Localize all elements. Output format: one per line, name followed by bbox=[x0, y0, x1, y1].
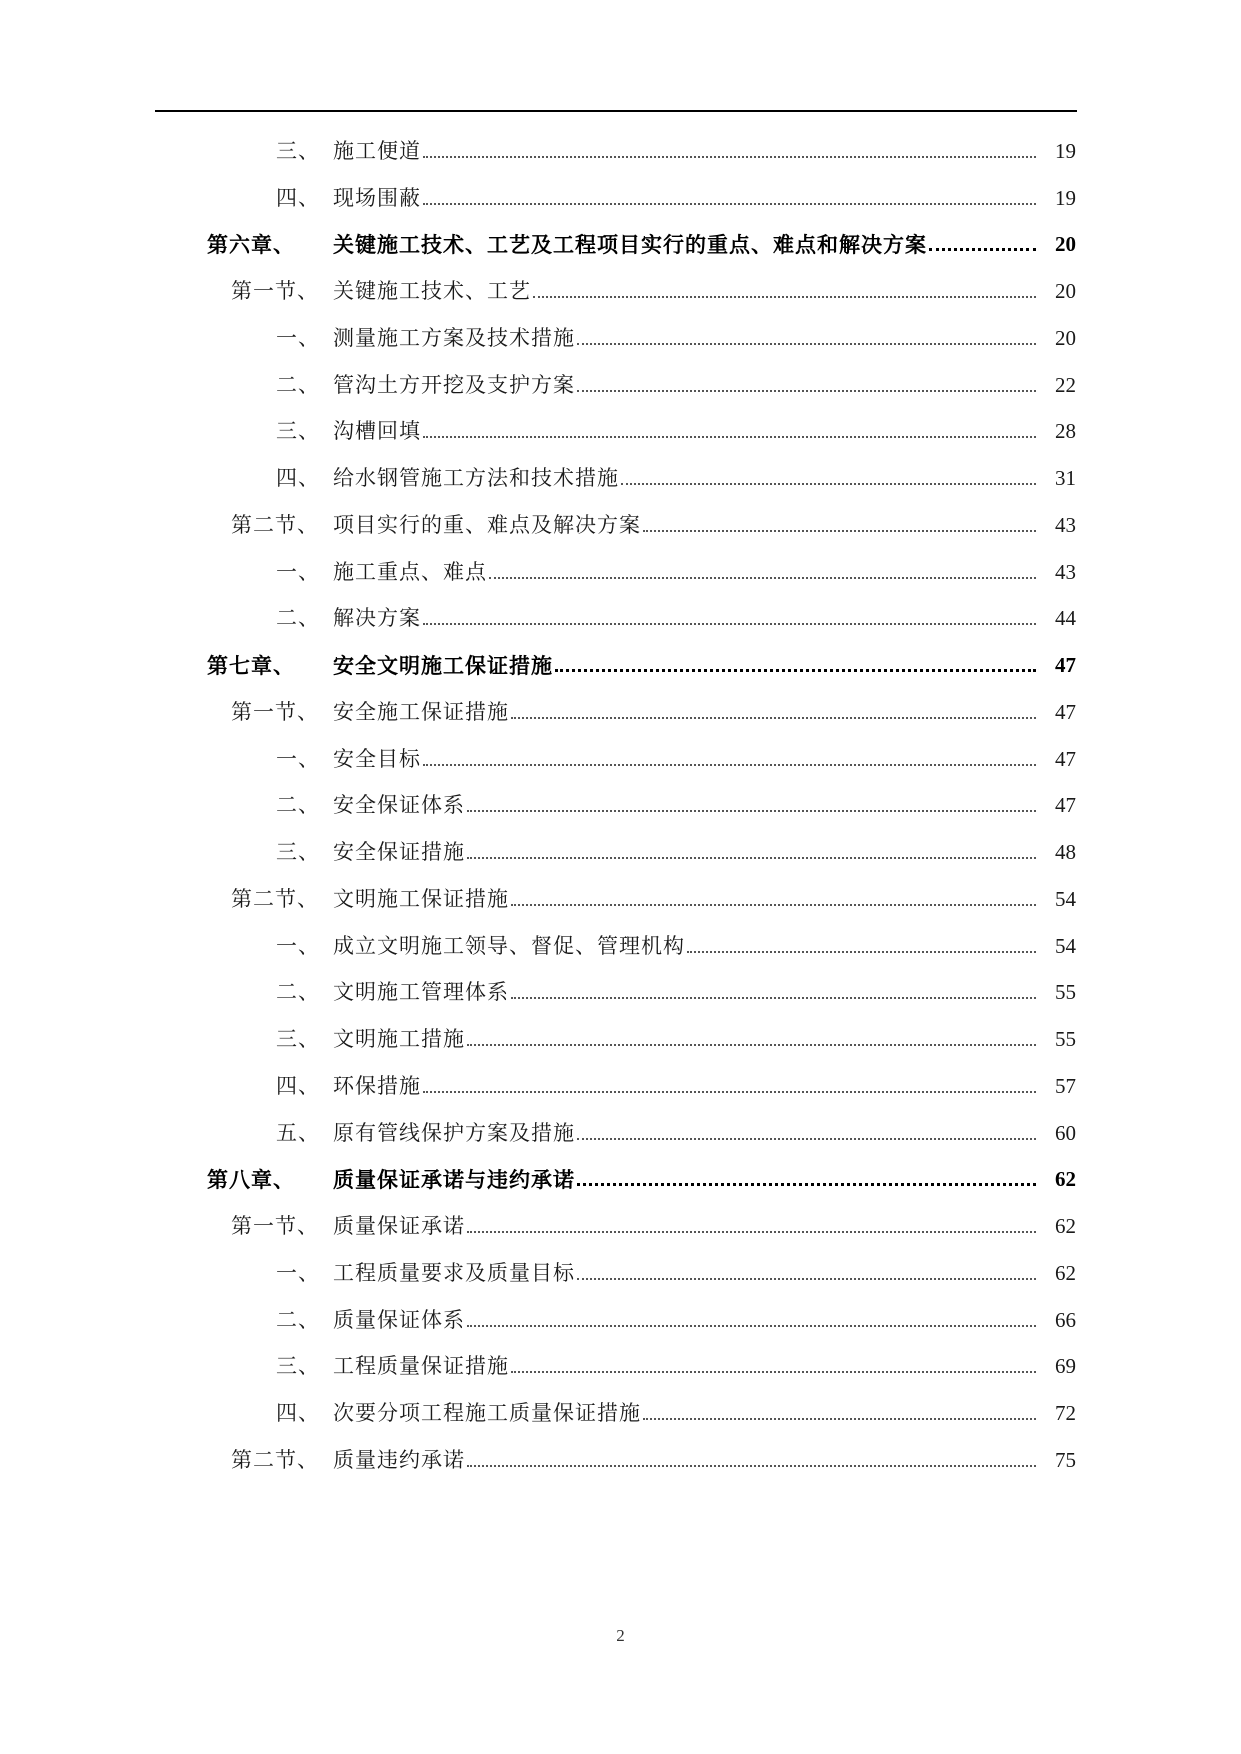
toc-entry-number: 四、 bbox=[276, 1401, 320, 1426]
toc-entry-number: 二、 bbox=[276, 793, 320, 818]
toc-entry-item[interactable] bbox=[0, 1016, 1241, 1063]
toc-dot-leader bbox=[423, 203, 1036, 205]
toc-dot-leader bbox=[577, 1138, 1036, 1140]
toc-entry-item[interactable] bbox=[0, 1297, 1241, 1344]
toc-entry-title-wrap bbox=[333, 1167, 1038, 1193]
toc-entry-item[interactable] bbox=[0, 362, 1241, 409]
toc-entry-page: 48 bbox=[1055, 840, 1076, 865]
toc-entry-title: 施工便道 bbox=[333, 138, 421, 163]
toc-entry-title: 项目实行的重、难点及解决方案 bbox=[333, 512, 641, 537]
page-number: 2 bbox=[616, 1626, 625, 1645]
toc-entry-page: 72 bbox=[1055, 1401, 1076, 1426]
toc-entry-title-wrap bbox=[333, 1260, 1038, 1285]
header-rule bbox=[155, 110, 1077, 112]
toc-entry-item[interactable] bbox=[0, 596, 1241, 643]
toc-entry-number: 三、 bbox=[276, 138, 320, 163]
toc-entry-item[interactable] bbox=[0, 175, 1241, 222]
toc-entry-title: 安全保证措施 bbox=[333, 840, 465, 865]
toc-dot-leader bbox=[467, 1465, 1036, 1467]
toc-entry-title-wrap bbox=[333, 842, 1038, 863]
toc-dot-leader bbox=[621, 483, 1036, 485]
toc-dot-leader bbox=[577, 1183, 1036, 1186]
toc-entry-title-wrap bbox=[333, 1120, 1038, 1145]
toc-entry-title: 施工重点、难点 bbox=[333, 559, 487, 584]
toc-entry-number: 一、 bbox=[276, 1260, 320, 1285]
toc-entry-item[interactable] bbox=[0, 1344, 1241, 1391]
toc-entry-page: 57 bbox=[1055, 1073, 1076, 1098]
toc-entry-title: 测量施工方案及技术措施 bbox=[333, 325, 575, 350]
toc-entry-chapter[interactable] bbox=[0, 642, 1241, 689]
toc-entry-page: 62 bbox=[1055, 1260, 1076, 1285]
toc-dot-leader bbox=[423, 156, 1036, 158]
toc-dot-leader bbox=[511, 904, 1036, 906]
toc-entry-page: 47 bbox=[1055, 653, 1076, 678]
toc-entry-number: 三、 bbox=[276, 419, 320, 444]
toc-entry-section[interactable] bbox=[0, 876, 1241, 923]
toc-entry-item[interactable] bbox=[0, 783, 1241, 830]
toc-entry-title: 质量保证体系 bbox=[333, 1307, 465, 1332]
toc-entry-title-wrap bbox=[333, 372, 1038, 397]
toc-entry-title-wrap bbox=[333, 1356, 1038, 1377]
toc-entry-page: 75 bbox=[1055, 1447, 1076, 1472]
toc-entry-title-wrap bbox=[333, 746, 1038, 771]
toc-entry-item[interactable] bbox=[0, 315, 1241, 362]
toc-entry-page: 62 bbox=[1055, 1167, 1076, 1192]
toc-entry-number: 二、 bbox=[276, 606, 320, 631]
toc-entry-number: 一、 bbox=[276, 933, 320, 958]
toc-dot-leader bbox=[467, 857, 1036, 859]
toc-entry-title-wrap bbox=[333, 982, 1038, 1003]
toc-entry-title-wrap bbox=[333, 886, 1038, 911]
toc-dot-leader bbox=[423, 764, 1036, 766]
toc-entry-page: 47 bbox=[1055, 746, 1076, 771]
toc-dot-leader bbox=[467, 810, 1036, 812]
toc-entry-title-wrap bbox=[333, 421, 1038, 442]
toc-entry-section[interactable] bbox=[0, 1203, 1241, 1250]
toc-dot-leader bbox=[511, 717, 1036, 719]
toc-entry-number: 第一节、 bbox=[231, 279, 319, 304]
toc-entry-title: 次要分项工程施工质量保证措施 bbox=[333, 1401, 641, 1426]
toc-entry-page: 66 bbox=[1055, 1307, 1076, 1332]
toc-entry-title-wrap bbox=[333, 608, 1038, 629]
toc-entry-title-wrap bbox=[333, 1403, 1038, 1424]
toc-entry-page: 28 bbox=[1055, 419, 1076, 444]
toc-dot-leader bbox=[555, 669, 1036, 672]
toc-entry-title-wrap bbox=[333, 795, 1038, 816]
toc-entry-page: 43 bbox=[1055, 559, 1076, 584]
toc-entry-page: 54 bbox=[1055, 886, 1076, 911]
toc-entry-page: 62 bbox=[1055, 1214, 1076, 1239]
toc-entry-page: 44 bbox=[1055, 606, 1076, 631]
toc-entry-item[interactable] bbox=[0, 829, 1241, 876]
toc-entry-chapter[interactable] bbox=[0, 1157, 1241, 1204]
toc-entry-title: 环保措施 bbox=[333, 1073, 421, 1098]
toc-entry-number: 一、 bbox=[276, 746, 320, 771]
toc-dot-leader bbox=[643, 530, 1036, 532]
toc-dot-leader bbox=[687, 951, 1036, 953]
toc-entry-item[interactable] bbox=[0, 409, 1241, 456]
toc-entry-item[interactable] bbox=[0, 1063, 1241, 1110]
toc-entry-title: 质量保证承诺与违约承诺 bbox=[333, 1167, 575, 1193]
toc-entry-title-wrap bbox=[333, 1447, 1038, 1472]
toc-entry-number: 三、 bbox=[276, 1027, 320, 1052]
toc-entry-section[interactable] bbox=[0, 502, 1241, 549]
toc-entry-title-wrap bbox=[333, 512, 1038, 537]
toc-entry-page: 60 bbox=[1055, 1120, 1076, 1145]
toc-entry-title: 原有管线保护方案及措施 bbox=[333, 1120, 575, 1145]
toc-entry-number: 二、 bbox=[276, 372, 320, 397]
toc-entry-title: 解决方案 bbox=[333, 606, 421, 631]
toc-entry-title-wrap bbox=[333, 559, 1038, 584]
toc-entry-section[interactable] bbox=[0, 1437, 1241, 1484]
toc-entry-title-wrap bbox=[333, 185, 1038, 210]
toc-entry-title: 现场围蔽 bbox=[333, 185, 421, 210]
toc-entry-number: 第一节、 bbox=[231, 699, 319, 724]
toc-entry-title-wrap bbox=[333, 281, 1038, 302]
toc-entry-title: 文明施工保证措施 bbox=[333, 886, 509, 911]
toc-entry-title: 安全文明施工保证措施 bbox=[333, 653, 553, 679]
toc-entry-title-wrap bbox=[333, 468, 1038, 489]
toc-entry-item[interactable] bbox=[0, 970, 1241, 1017]
toc-entry-title-wrap bbox=[333, 1029, 1038, 1050]
toc-entry-number: 四、 bbox=[276, 466, 320, 491]
toc-entry-number: 四、 bbox=[276, 1073, 320, 1098]
toc-dot-leader bbox=[533, 296, 1036, 298]
toc-entry-number: 第二节、 bbox=[231, 1447, 319, 1472]
toc-dot-leader bbox=[489, 577, 1036, 579]
toc-entry-number: 二、 bbox=[276, 1307, 320, 1332]
toc-entry-number: 第六章、 bbox=[207, 232, 295, 258]
table-of-contents bbox=[0, 128, 1241, 1484]
toc-entry-item[interactable] bbox=[0, 1250, 1241, 1297]
toc-entry-item[interactable] bbox=[0, 1390, 1241, 1437]
toc-entry-number: 四、 bbox=[276, 185, 320, 210]
toc-entry-page: 19 bbox=[1055, 138, 1076, 163]
toc-entry-page: 43 bbox=[1055, 512, 1076, 537]
toc-entry-title: 文明施工管理体系 bbox=[333, 980, 509, 1005]
toc-entry-title: 安全目标 bbox=[333, 746, 421, 771]
toc-entry-section[interactable] bbox=[0, 689, 1241, 736]
toc-entry-page: 22 bbox=[1055, 372, 1076, 397]
toc-entry-title: 管沟土方开挖及支护方案 bbox=[333, 372, 575, 397]
toc-dot-leader bbox=[577, 390, 1036, 392]
toc-dot-leader bbox=[467, 1325, 1036, 1327]
toc-entry-title-wrap bbox=[333, 933, 1038, 958]
toc-dot-leader bbox=[423, 1091, 1036, 1093]
toc-entry-title: 给水钢管施工方法和技术措施 bbox=[333, 466, 619, 491]
toc-entry-number: 三、 bbox=[276, 840, 320, 865]
toc-entry-title-wrap bbox=[333, 699, 1038, 724]
toc-entry-title-wrap bbox=[333, 1216, 1038, 1237]
toc-entry-number: 一、 bbox=[276, 325, 320, 350]
toc-entry-title: 工程质量要求及质量目标 bbox=[333, 1260, 575, 1285]
toc-dot-leader bbox=[467, 1044, 1036, 1046]
toc-entry-title: 沟槽回填 bbox=[333, 419, 421, 444]
toc-entry-number: 第八章、 bbox=[207, 1167, 295, 1193]
toc-entry-title-wrap bbox=[333, 325, 1038, 350]
toc-dot-leader bbox=[423, 436, 1036, 438]
toc-dot-leader bbox=[577, 1278, 1036, 1280]
toc-entry-title: 质量违约承诺 bbox=[333, 1447, 465, 1472]
toc-entry-page: 69 bbox=[1055, 1354, 1076, 1379]
toc-entry-item[interactable] bbox=[0, 736, 1241, 783]
toc-dot-leader bbox=[511, 1371, 1036, 1373]
toc-entry-title: 成立文明施工领导、督促、管理机构 bbox=[333, 933, 685, 958]
toc-entry-item[interactable] bbox=[0, 549, 1241, 596]
toc-entry-title: 安全施工保证措施 bbox=[333, 699, 509, 724]
toc-entry-page: 54 bbox=[1055, 933, 1076, 958]
toc-entry-number: 一、 bbox=[276, 559, 320, 584]
toc-entry-item[interactable] bbox=[0, 1110, 1241, 1157]
toc-entry-item[interactable] bbox=[0, 128, 1241, 175]
toc-entry-item[interactable] bbox=[0, 455, 1241, 502]
toc-entry-page: 55 bbox=[1055, 1027, 1076, 1052]
toc-entry-page: 31 bbox=[1055, 466, 1076, 491]
toc-entry-title: 关键施工技术、工艺及工程项目实行的重点、难点和解决方案 bbox=[333, 232, 927, 258]
toc-entry-page: 55 bbox=[1055, 980, 1076, 1005]
toc-dot-leader bbox=[929, 248, 1036, 251]
toc-entry-page: 19 bbox=[1055, 185, 1076, 210]
toc-entry-number: 第二节、 bbox=[231, 512, 319, 537]
toc-dot-leader bbox=[643, 1418, 1036, 1420]
toc-dot-leader bbox=[423, 623, 1036, 625]
toc-entry-page: 20 bbox=[1055, 325, 1076, 350]
toc-entry-title-wrap bbox=[333, 232, 1038, 258]
toc-entry-page: 47 bbox=[1055, 793, 1076, 818]
toc-dot-leader bbox=[511, 997, 1036, 999]
toc-dot-leader bbox=[467, 1231, 1036, 1233]
toc-entry-title-wrap bbox=[333, 1073, 1038, 1098]
toc-entry-page: 47 bbox=[1055, 699, 1076, 724]
toc-entry-number: 五、 bbox=[276, 1120, 320, 1145]
toc-entry-number: 第一节、 bbox=[231, 1214, 319, 1239]
toc-entry-title: 工程质量保证措施 bbox=[333, 1354, 509, 1379]
toc-entry-title-wrap bbox=[333, 1307, 1038, 1332]
toc-entry-section[interactable] bbox=[0, 268, 1241, 315]
toc-entry-number: 三、 bbox=[276, 1354, 320, 1379]
toc-entry-chapter[interactable] bbox=[0, 222, 1241, 269]
toc-entry-page: 20 bbox=[1055, 279, 1076, 304]
toc-entry-title-wrap bbox=[333, 138, 1038, 163]
toc-entry-page: 20 bbox=[1055, 232, 1076, 257]
toc-entry-number: 二、 bbox=[276, 980, 320, 1005]
toc-entry-number: 第七章、 bbox=[207, 653, 295, 679]
toc-entry-title: 安全保证体系 bbox=[333, 793, 465, 818]
toc-dot-leader bbox=[577, 343, 1036, 345]
toc-entry-title: 质量保证承诺 bbox=[333, 1214, 465, 1239]
toc-entry-title: 文明施工措施 bbox=[333, 1027, 465, 1052]
toc-entry-title-wrap bbox=[333, 653, 1038, 679]
toc-entry-item[interactable] bbox=[0, 923, 1241, 970]
toc-entry-title: 关键施工技术、工艺 bbox=[333, 279, 531, 304]
toc-entry-number: 第二节、 bbox=[231, 886, 319, 911]
